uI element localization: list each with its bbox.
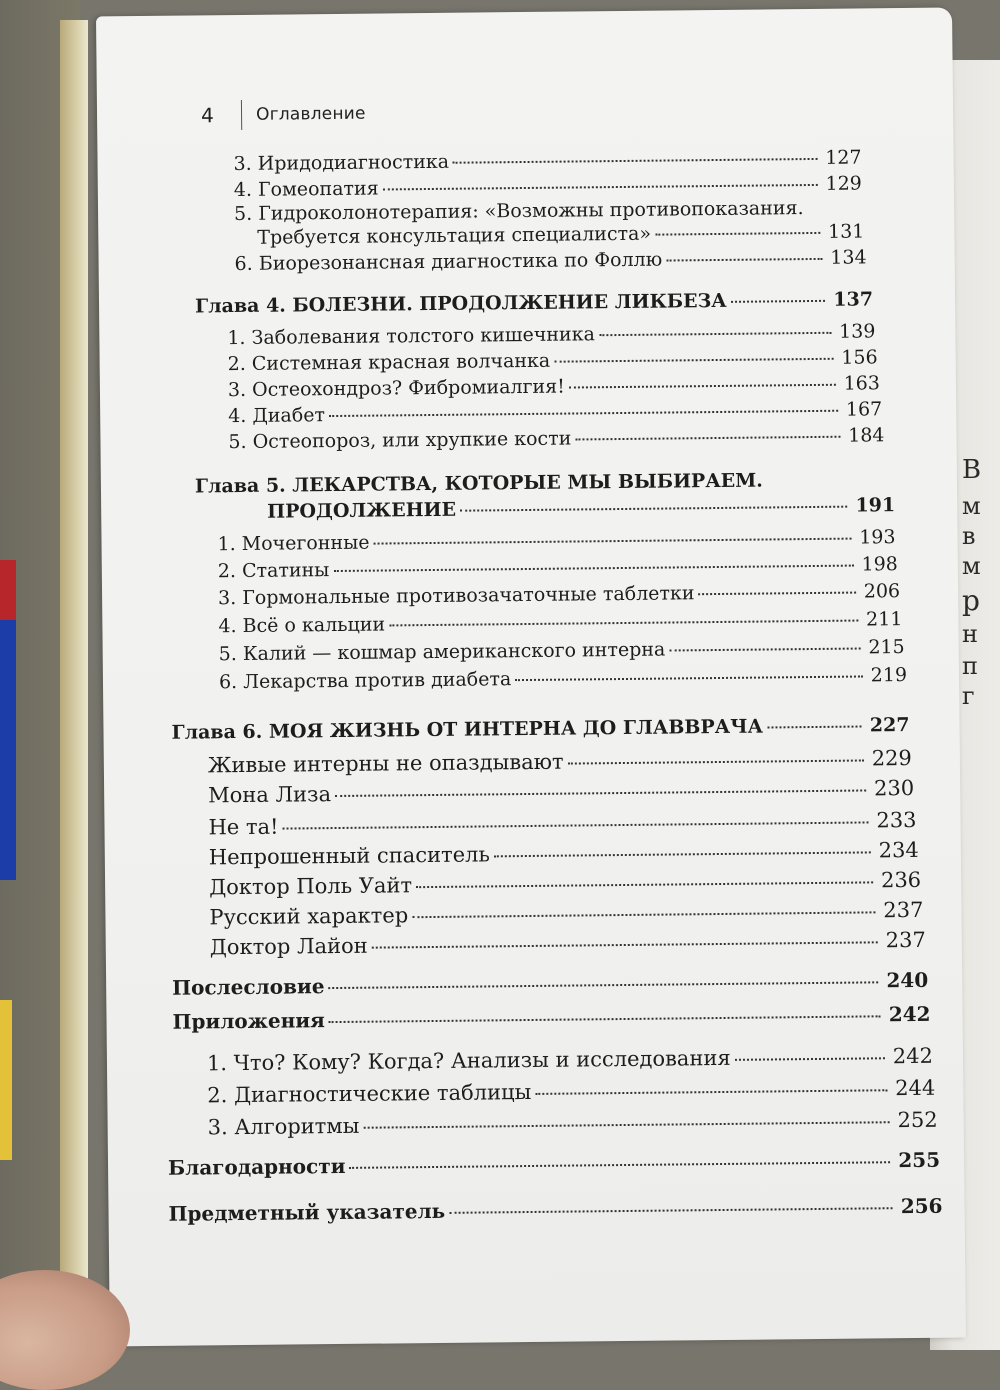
facing-page-fragment: п [962,652,978,680]
toc-entry[interactable] [219,636,905,665]
toc-entry[interactable] [209,898,923,929]
facing-page-fragment: в [962,522,976,550]
toc-section[interactable] [172,968,928,1000]
dot-leader [735,1057,885,1061]
toc-entry-title: Доктор Поль Уайт [209,873,413,900]
dot-leader [374,538,852,545]
toc-entry-title: Не та! [208,814,279,840]
toc-entry-page: 256 [900,1193,943,1219]
dot-leader [731,300,826,303]
dot-leader [335,789,866,797]
toc-entry[interactable] [218,580,900,609]
toc-section-title: Приложения [172,1008,325,1034]
dot-leader [389,620,858,627]
toc-entry[interactable] [228,346,878,375]
toc-entry[interactable] [217,526,895,555]
toc-entry-title: 3. Алгоритмы [207,1113,360,1140]
toc-entry[interactable] [257,220,864,248]
dot-leader [767,726,862,729]
dot-leader [515,675,862,681]
toc-chapter-title: Глава 6. МОЯ ЖИЗНЬ ОТ ИНТЕРНА ДО ГЛАВВРАЧА [171,715,764,744]
toc-entry-title: 5. Калий — кошмар американского интерна [218,638,666,666]
toc-chapter-title: Глава 5. ЛЕКАРСТВА, КОТОРЫЕ МЫ ВЫБИРАЕМ. [194,469,763,498]
book-page [96,8,966,1347]
toc-entry[interactable] [209,868,921,899]
toc-entry-page: 211 [865,608,903,631]
toc-entry[interactable] [208,1108,938,1140]
dot-leader [416,881,873,888]
toc-chapter[interactable] [171,714,909,744]
dot-leader [329,410,838,417]
toc-entry[interactable] [233,146,861,175]
dot-leader [699,592,856,596]
dot-leader [349,1161,890,1169]
dot-leader [494,851,871,857]
toc-chapter-title-continued: ПРОДОЛЖЕНИЕ [267,498,457,523]
toc-entry-title: 1. Мочегонные [217,531,370,556]
dot-leader [383,184,818,191]
toc-entry-page: 242 [892,1043,934,1069]
toc-entry-title: 2. Диагностические таблицы [207,1079,532,1108]
toc-entry-page: 163 [843,372,881,395]
facing-page-fragment: р [962,584,980,617]
toc-entry-title: 1. Что? Кому? Когда? Анализы и исследования [206,1045,731,1076]
toc-entry-title: 5. Остеопороз, или хрупкие кости [228,427,572,454]
toc-entry[interactable] [210,928,926,959]
toc-entry-page: 234 [878,837,919,863]
toc-entry-title: 5. Гидроколонотерапия: «Возможны противопоказания. [233,197,804,226]
toc-entry-title: 6. Лекарства против диабета [218,668,512,694]
toc-entry-page: 237 [885,927,926,953]
toc-entry[interactable] [219,664,907,693]
toc-entry[interactable] [228,398,882,427]
book-spine-color-lower [0,1000,12,1160]
dot-leader [666,258,822,262]
page-header [201,100,366,130]
toc-entry-page: 156 [841,346,878,369]
toc-entry-page: 233 [876,807,917,833]
toc-entry-page: 244 [895,1075,936,1101]
toc-entry[interactable] [228,424,884,453]
toc-entry-title: 1. Заболевания толстого кишечника [227,323,595,350]
page-number: 4 [200,103,214,128]
toc-entry-page: 137 [833,288,874,311]
toc-entry-page: 240 [886,967,929,993]
facing-page-fragment: н [962,620,978,648]
dot-leader [412,911,875,918]
toc-entry-page: 237 [883,897,924,923]
toc-entry-title: Русский характер [209,903,409,930]
toc-entry-page: 206 [863,580,901,603]
running-title: Оглавление [255,103,366,125]
toc-entry-title: 2. Системная красная волчанка [227,349,551,376]
toc-entry-page: 129 [825,172,862,195]
toc-entry-page: 191 [855,494,896,517]
toc-entry-page: 255 [898,1147,941,1173]
dot-leader [575,436,840,441]
dot-leader [329,1015,881,1023]
toc-entry-page: 167 [845,398,883,421]
toc-entry[interactable] [207,1044,933,1076]
facing-page-fragment: В [962,455,982,485]
toc-entry-page: 227 [869,714,910,737]
toc-entry-page: 229 [871,745,912,771]
toc-section-title: Предметный указатель [168,1198,446,1226]
toc-chapter-title: Глава 4. БОЛЕЗНИ. ПРОДОЛЖЕНИЕ ЛИКБЕЗА [194,289,727,318]
toc-entry-title: 4. Всё о кальции [218,613,386,638]
toc-entry[interactable] [208,776,914,807]
dot-leader [449,1207,893,1214]
dot-leader [569,384,836,389]
toc-entry-page: 242 [888,1001,931,1027]
toc-entry[interactable] [228,372,880,401]
toc-entry-title: Мона Лиза [208,782,332,808]
dot-leader [535,1089,887,1095]
toc-entry-title: 3. Остеохондроз? Фибромиалгия! [227,375,565,402]
dot-leader [599,332,831,336]
toc-entry-title: Живые интерны не опаздывают [207,749,564,778]
toc-entry-page: 193 [859,526,896,549]
toc-entry[interactable] [227,320,875,349]
dot-leader [655,232,820,236]
toc-entry[interactable] [207,1076,935,1108]
book-spine-color [0,560,16,880]
toc-entry-page: 139 [838,320,876,343]
toc-entry[interactable] [218,608,902,637]
toc-entry[interactable] [208,808,916,839]
toc-section[interactable] [168,1194,942,1226]
dot-leader [669,648,860,652]
toc-entry-title: 3. Гормональные противозачаточные таблетки [218,582,695,610]
toc-entry-title: 6. Биорезонансная диагностика по Фоллю [234,248,663,276]
dot-leader [283,821,869,829]
dot-leader [333,565,853,572]
toc-entry[interactable] [218,553,898,582]
toc-section[interactable] [172,1002,930,1034]
toc-entry-page: 215 [868,636,905,659]
facing-page-fragment: г [962,682,975,710]
toc-entry-title: 4. Диабет [228,404,326,428]
toc-entry-page: 198 [861,553,898,576]
toc-entry-page: 131 [827,220,865,243]
toc-entry-page: 134 [830,246,867,269]
toc-entry-page: 252 [897,1107,938,1133]
dot-leader [460,506,847,512]
toc-entry-page: 230 [873,775,915,801]
facing-page-fragment: м [962,492,981,520]
toc-entry-page: 127 [825,146,862,169]
dot-leader [568,759,864,764]
toc-entry-title: Непрошенный спаситель [208,842,490,870]
dot-leader [372,941,878,948]
toc-entry-title: 3. Иридодиагностика [233,150,450,176]
toc-chapter[interactable] [195,288,873,317]
toc-entry-title-continued: Требуется консультация специалиста» [257,222,652,249]
header-divider [241,100,242,130]
toc-entry-title: 2. Статины [217,559,330,583]
toc-entry-page: 219 [870,664,908,687]
toc-entry[interactable] [208,746,912,777]
dot-leader [453,158,817,164]
toc-entry-title: 4. Гомеопатия [233,177,379,202]
toc-entry[interactable] [209,838,919,869]
facing-page-fragment: м [962,552,981,580]
toc-section-title: Благодарности [167,1153,346,1180]
toc-entry-page: 184 [848,424,885,447]
toc-entry-title: Доктор Лайон [209,933,368,960]
toc-section-title: Послесловие [172,974,325,1000]
book-cover-edge [60,20,88,1320]
toc-entry-page: 236 [880,867,922,893]
dot-leader [363,1121,889,1129]
toc-chapter[interactable] [267,494,895,523]
dot-leader [554,358,833,363]
toc-section[interactable] [168,1148,940,1180]
toc-entry[interactable] [235,246,867,275]
dot-leader [329,981,879,989]
